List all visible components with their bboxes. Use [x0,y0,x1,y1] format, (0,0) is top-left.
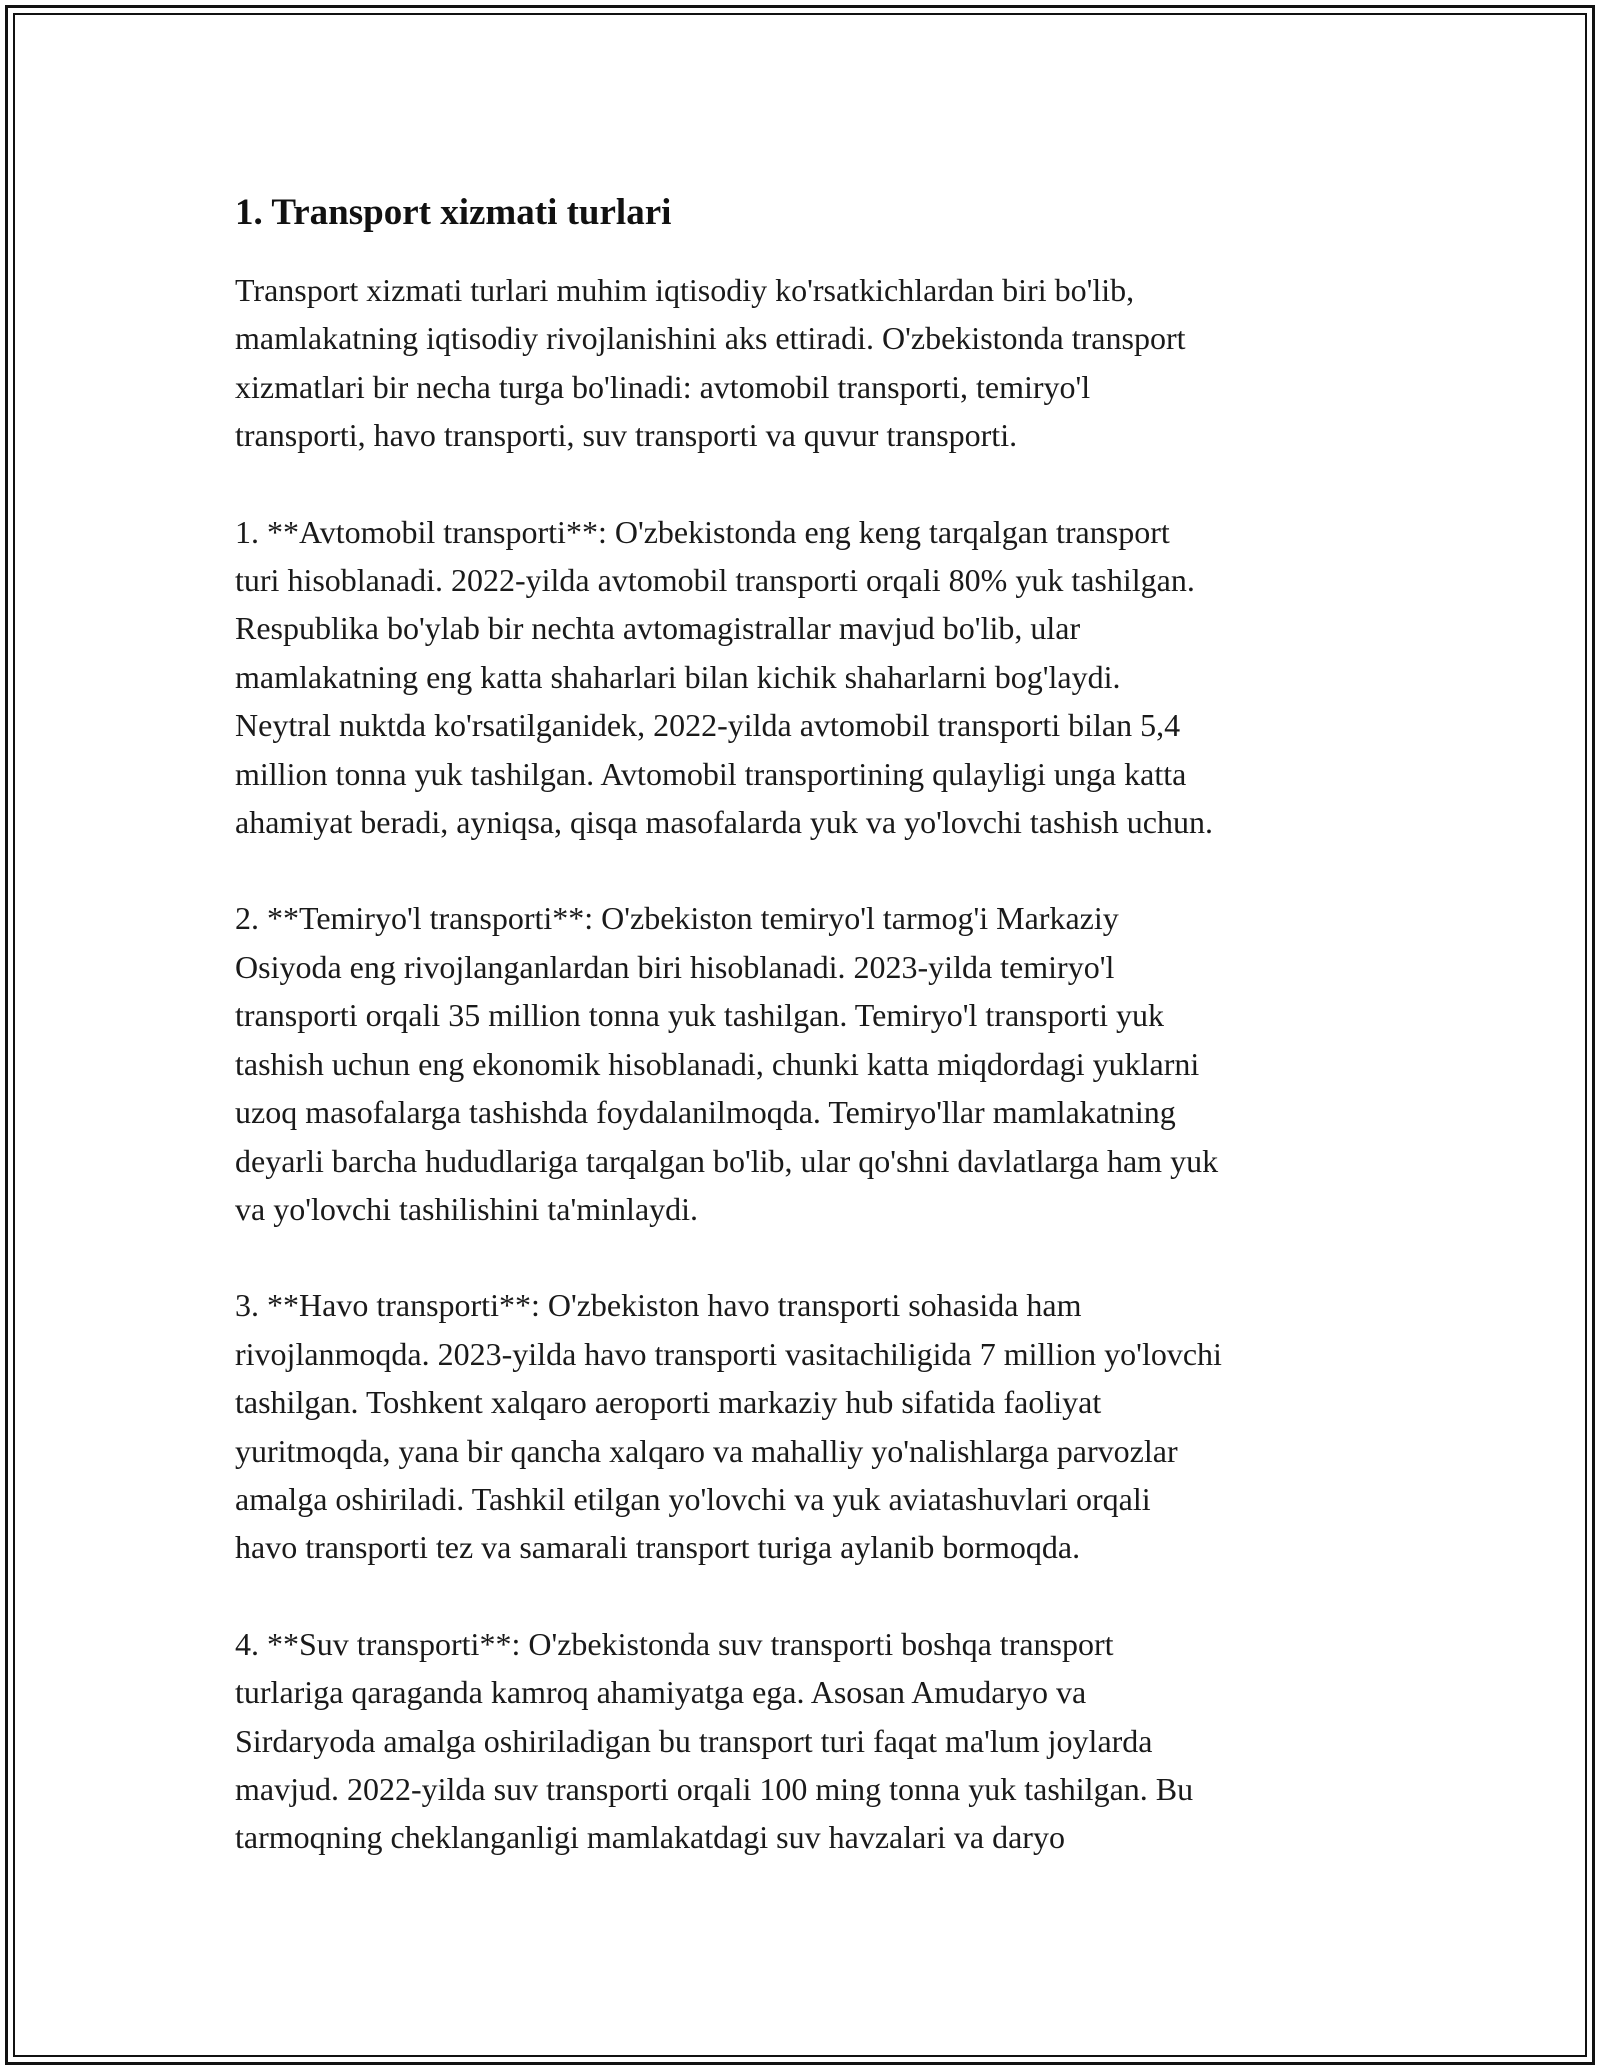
text-line: amalga oshiriladi. Tashkil etilgan yo'lovchi va yuk aviatashuvlari orqali [235,1480,1151,1517]
text-line: va yo'lovchi tashilishini ta'minlaydi. [235,1190,699,1227]
text-line: transporti, havo transporti, suv transporti va quvur transporti. [235,417,1018,454]
text-line: transporti orqali 35 million tonna yuk tashilgan. Temiryo'l transporti yuk [235,997,1165,1034]
text-line: 1. **Avtomobil transporti**: O'zbekistonda eng keng tarqalgan transport [235,513,1170,550]
text-line: rivojlanmoqda. 2023-yilda havo transporti vasitachiligida 7 million yo'lovchi [235,1335,1222,1372]
rail-transport-paragraph [235,894,1395,1233]
text-line: deyarli barcha hududlariga tarqalgan bo'lib, ular qo'shni davlatlarga ham yuk [235,1142,1219,1179]
text-line: 4. **Suv transporti**: O'zbekistonda suv transporti boshqa transport [235,1625,1114,1662]
text-line: yuritmoqda, yana bir qancha xalqaro va mahalliy yo'nalishlarga parvozlar [235,1432,1178,1469]
text-line: Neytral nuktda ko'rsatilganidek, 2022-yilda avtomobil transporti bilan 5,4 [235,707,1181,744]
road-transport-paragraph [235,508,1395,847]
text-line: Respublika bo'ylab bir nechta avtomagistrallar mavjud bo'lib, ular [235,610,1081,647]
text-line: mamlakatning eng katta shaharlari bilan kichik shaharlarni bog'laydi. [235,658,1121,695]
text-line: Sirdaryoda amalga oshiriladigan bu transport turi faqat ma'lum joylarda [235,1722,1153,1759]
text-line: havo transporti tez va samarali transport turiga aylanib bormoqda. [235,1529,1081,1566]
text-line: million tonna yuk tashilgan. Avtomobil transportining qulayligi unga katta [235,755,1187,792]
document-body [235,185,1395,1910]
text-line: mavjud. 2022-yilda suv transporti orqali 100 ming tonna yuk tashilgan. Bu [235,1770,1194,1807]
text-line: tashilgan. Toshkent xalqaro aeroporti markaziy hub sifatida faoliyat [235,1384,1102,1421]
text-line: 3. **Havo transporti**: O'zbekiston havo transporti sohasida ham [235,1287,1082,1324]
text-line: uzoq masofalarga tashishda foydalanilmoqda. Temiryo'llar mamlakatning [235,1094,1176,1131]
intro-paragraph [235,266,1395,460]
text-line: ahamiyat beradi, ayniqsa, qisqa masofalarda yuk va yo'lovchi tashish uchun. [235,804,1213,841]
text-line: 2. **Temiryo'l transporti**: O'zbekiston temiryo'l tarmog'i Markaziy [235,900,1119,937]
text-line: Transport xizmati turlari muhim iqtisodiy ko'rsatkichlardan biri bo'lib, [235,272,1135,308]
text-line: Osiyoda eng rivojlanganlardan biri hisoblanadi. 2023-yilda temiryo'l [235,948,1115,985]
water-transport-paragraph [235,1620,1395,1862]
text-line: mamlakatning iqtisodiy rivojlanishini aks ettiradi. O'zbekistonda transport [235,320,1186,357]
section-title: 1. Transport xizmati turlari [235,192,672,233]
air-transport-paragraph [235,1281,1395,1571]
text-line: tarmoqning cheklanganligi mamlakatdagi suv havzalari va daryo [235,1819,1065,1856]
text-line: turlariga qaraganda kamroq ahamiyatga ega. Asosan Amudaryo va [235,1674,1087,1711]
text-line: xizmatlari bir necha turga bo'linadi: avtomobil transporti, temiryo'l [235,368,1091,405]
text-line: tashish uchun eng ekonomik hisoblanadi, chunki katta miqdordagi yuklarni [235,1045,1200,1082]
text-line: turi hisoblanadi. 2022-yilda avtomobil transporti orqali 80% yuk tashilgan. [235,562,1195,599]
